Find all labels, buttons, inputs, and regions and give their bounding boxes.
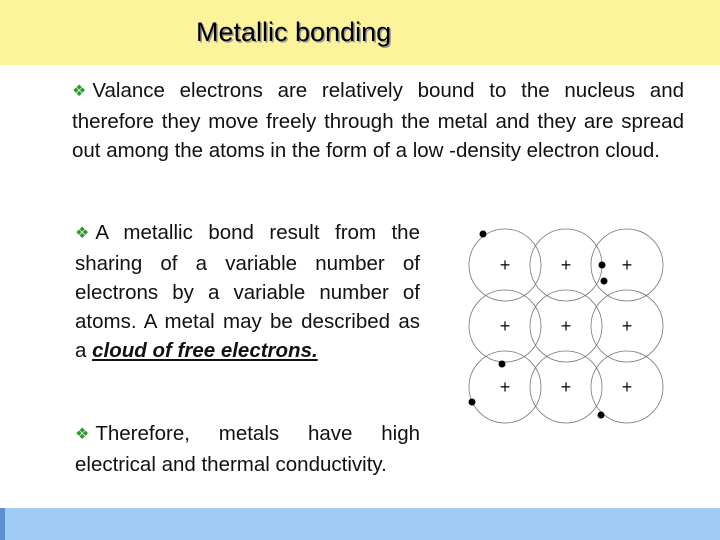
emphasis-cloud-of-free-electrons: cloud of free electrons. xyxy=(92,339,318,362)
title-bar xyxy=(0,0,720,65)
free-electron xyxy=(601,278,608,285)
ion-charge-label: + xyxy=(621,377,633,397)
paragraph-metallic-bond xyxy=(75,218,420,365)
ion-charge-label: + xyxy=(560,377,572,397)
slide-title: Metallic bonding xyxy=(196,17,392,47)
paragraph-1-text: Valance electrons are relatively bound to the nucleus and therefore they move freely through the metal and they are spread out among the atoms in the form of a low -density electron cloud. xyxy=(72,79,684,162)
free-electron xyxy=(480,231,487,238)
free-electrons xyxy=(469,231,608,419)
bullet-icon: ❖ xyxy=(75,426,90,443)
ion-charge-label: + xyxy=(621,316,633,336)
footer-bar xyxy=(0,508,720,540)
ion-charge-label: + xyxy=(560,255,572,275)
bullet-icon: ❖ xyxy=(75,225,90,242)
paragraph-3-text: Therefore, metals have high electrical and thermal conductivity. xyxy=(75,422,420,476)
ion-charge-label: + xyxy=(621,255,633,275)
paragraph-conductivity xyxy=(75,419,420,479)
free-electron xyxy=(469,399,476,406)
ion-lattice xyxy=(469,229,663,423)
paragraph-valence-electrons xyxy=(72,76,684,165)
ion-charge-label: + xyxy=(560,316,572,336)
free-electron xyxy=(599,262,606,269)
ion-charge-label: + xyxy=(499,316,511,336)
ion-charge-label: + xyxy=(499,255,511,275)
paragraph-2-text: A metallic bond result from the sharing of a variable number of electrons by a variable number of atoms. A metal may be described as a xyxy=(75,221,420,362)
electron-sea-diagram xyxy=(460,220,700,460)
free-electron xyxy=(598,412,605,419)
footer-edge xyxy=(0,508,5,540)
bullet-icon: ❖ xyxy=(72,83,87,100)
ion-charge-label: + xyxy=(499,377,511,397)
free-electron xyxy=(499,361,506,368)
